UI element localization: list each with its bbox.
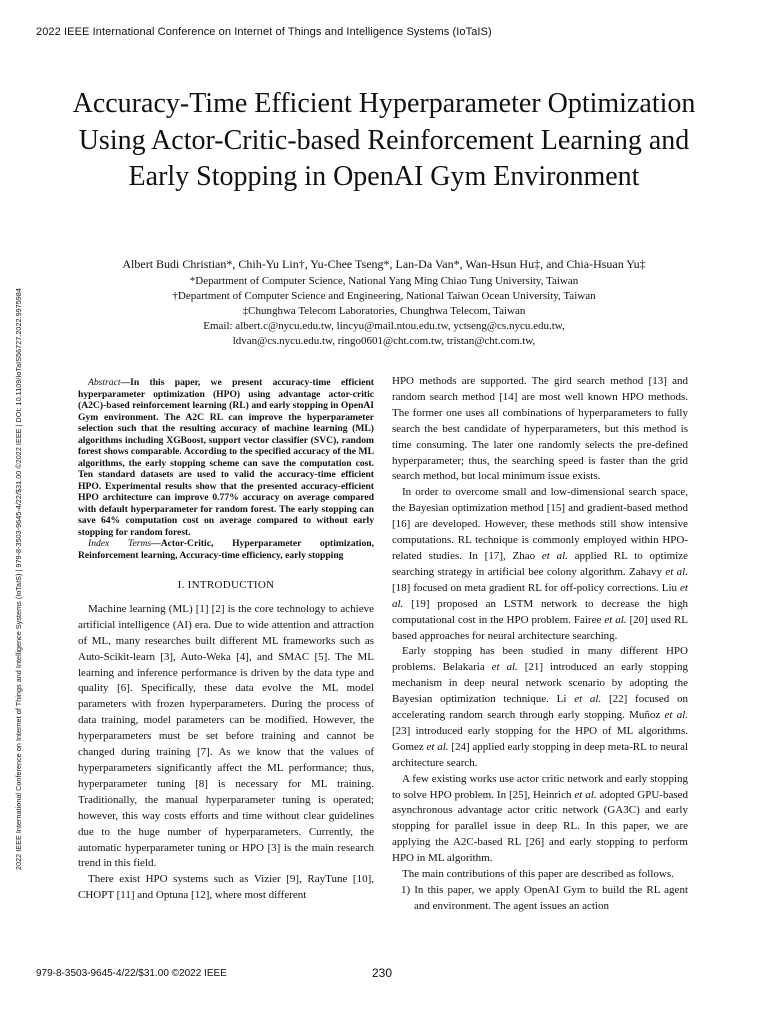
abstract — [78, 377, 374, 538]
text-run: In order to overcome small and low-dimensional search space, the Bayesian optimization method [15] and gradient-based method [16] are developed. However, these methods still show intensive computations. RL technique is commonly employed within HPO-related studies. In [17], Zhao — [392, 486, 688, 562]
affiliation-1: *Department of Computer Science, National Yang Ming Chiao Tung University, Taiwan — [189, 275, 579, 287]
index-terms-lead: Index Terms — [88, 538, 152, 549]
section-heading-introduction: I. INTRODUCTION — [177, 579, 275, 591]
index-terms-text: —Actor-Critic, Hyperparameter optimization, Reinforcement learning, Accuracy-time efficiency, early stopping — [78, 538, 375, 561]
text-run: Early stopping has been studied in many different HPO problems. Belakaria — [392, 645, 688, 674]
right-paragraph-4 — [392, 772, 688, 867]
sidebar-citation-text: 2022 IEEE International Conference on Internet of Things and Intelligence Systems (IoTaIS) | 979-8-3503-9645-4/22/$31.00 ©2022 IEEE | DOI: 10.1109/IoTaIS56727.2022.9975984 — [14, 288, 23, 870]
page-number: 230 — [372, 966, 393, 980]
et-al: et al. — [541, 549, 568, 562]
footer-isbn: 979-8-3503-9645-4/22/$31.00 ©2022 IEEE — [36, 968, 227, 979]
et-al: et al. — [392, 581, 688, 610]
abstract-text: —In this paper, we present accuracy-time efficient hyperparameter optimization (HPO) using advantage actor-critic (A2C)-based reinforcement learning (RL) and early stopping in OpenAI Gym environment. The A2C RL can improve the hyperparameter selection such that the resulting accuracy of machine learning (ML) algorithms including XGBoost, support vector classifier (SVC), random forest shows comparable. According to the specified accuracy of the ML algorithms, the early stopping scheme can save the computation cost. Ten standard datasets are used to valid the accuracy-time efficient HPO. Experimental results show that the presented accuracy-efficient HPO architecture can improve 0.77% accuracy on average compared with default hyperparameter for random forest. The early stopping can save 64% computation cost on average compared to without early stopping for random forest. — [78, 377, 374, 538]
text-run: adopted GPU-based asynchronous advantage actor critic network (GA3C) and early stopping for parallel issue in deep RL. In this paper, we are applying the A2C-based RL [26] and early stopping to perform HPO in ML algorithm. — [392, 788, 689, 865]
right-paragraph-3 — [392, 644, 688, 771]
abstract-lead: Abstract — [88, 377, 121, 388]
left-column — [78, 377, 374, 904]
et-al: et al. — [604, 613, 627, 626]
right-paragraph-1: HPO methods are supported. The gird search method [13] and random search method [14] are most well known HPO methods. The former one uses all combinations of hyperparameters to fully search the best candidate of hyperparameters, but this method is time consuming. The later one randomly selects the pre-defined hyperparameter; thus, the searching speed is faster than the grid search method, but local minimum issue exists. — [392, 375, 688, 483]
et-al: et al. — [665, 565, 688, 578]
conference-header: 2022 IEEE International Conference on Internet of Things and Intelligence Systems (IoTaIS) — [36, 26, 492, 38]
text-run: [21] introduced an early stopping mechanism in deep neural network scenario by adopting the Bayesian optimization technique. Li — [392, 661, 688, 706]
index-terms — [78, 538, 374, 561]
text-run: [23] introduced early stopping for the HPO of ML algorithms. Gomez — [392, 724, 688, 753]
et-al: et al. — [574, 693, 602, 706]
right-paragraph-2 — [392, 485, 688, 644]
email-line-2: ldvan@cs.nycu.edu.tw, ringo0601@cht.com.tw, tristan@cht.com.tw, — [232, 335, 536, 347]
et-al: et al. — [426, 740, 449, 753]
text-run: [18] focused on meta gradient RL for off-policy corrections. Liu — [392, 581, 681, 594]
affiliation-3: ‡Chunghwa Telecom Laboratories, Chunghwa Telecom, Taiwan — [242, 305, 526, 317]
text-run: [22] focused on accelerating random search through early stopping. Muñoz — [392, 693, 688, 722]
text-run: [24] applied early stopping in deep meta-RL to neural architecture search. — [392, 740, 689, 769]
intro-paragraph-2: There exist HPO systems such as Vizier [9], RayTune [10], CHOPT [11] and Optuna [12], where most different — [78, 873, 374, 902]
et-al: et al. — [664, 709, 689, 722]
text-run: [20] used RL based approaches for neural architecture searching. — [392, 613, 688, 642]
right-column — [392, 374, 688, 915]
affiliation-2: †Department of Computer Science and Engineering, National Taiwan Ocean University, Taiwan — [172, 290, 596, 302]
text-run: applied RL to optimize searching strategy in artificial bee colony algorithm. Zahavy — [392, 549, 688, 578]
text-run: A few existing works use actor critic network and early stopping to solve HPO problem. In [25], Heinrich — [392, 772, 688, 801]
et-al: et al. — [491, 661, 518, 674]
right-paragraph-5: The main contributions of this paper are described as follows. — [402, 868, 674, 881]
paper-title: Accuracy-Time Efficient Hyperparameter Optimization Using Actor-Critic-based Reinforcement Learning and Early Stopping in OpenAI Gym Environment — [72, 88, 696, 192]
et-al: et al. — [574, 788, 597, 801]
contribution-item-1: 1) In this paper, we apply OpenAI Gym to build the RL agent and environment. The agent issues an action — [401, 884, 688, 912]
author-list: Albert Budi Christian*, Chih-Yu Lin†, Yu-Chee Tseng*, Lan-Da Van*, Wan-Hsun Hu‡, and Chia-Hsuan Yu‡ — [122, 257, 646, 271]
email-line-1: Email: albert.c@nycu.edu.tw, lincyu@mail.ntou.edu.tw, yctseng@cs.nycu.edu.tw, — [203, 320, 565, 332]
text-run: [19] proposed an LSTM network to decrease the high computational cost in the HPO problem. Fairee — [392, 597, 688, 626]
intro-paragraph-1: Machine learning (ML) [1] [2] is the core technology to achieve artificial intelligence (AI) era. Due to wide attention and attraction of ML, many researches built different ML frameworks such as Auto-Scikit-learn [3], Auto-Weka [4], and SMAC [5]. The ML learning and inference performance is driven by the data type and quality [6]. Specifically, these data evolve the ML model parameters with frozen hyperparameters. During the process of data training, model parameters can be modified. However, the hyperparameters must be set before training and cannot be changed during training [7]. As we know that the values of hyperparameters significantly affect the ML performance; thus, hyperparameter tuning [8] is necessary for ML training. Traditionally, the manual hyperparameter tuning is operated; however, this way costs efforts and time without clear guidelines due to the huge number of hyperparameters. Currently, the automatic hyperparameter tuning or HPO [3] is the main research trend in this field. — [78, 602, 374, 870]
